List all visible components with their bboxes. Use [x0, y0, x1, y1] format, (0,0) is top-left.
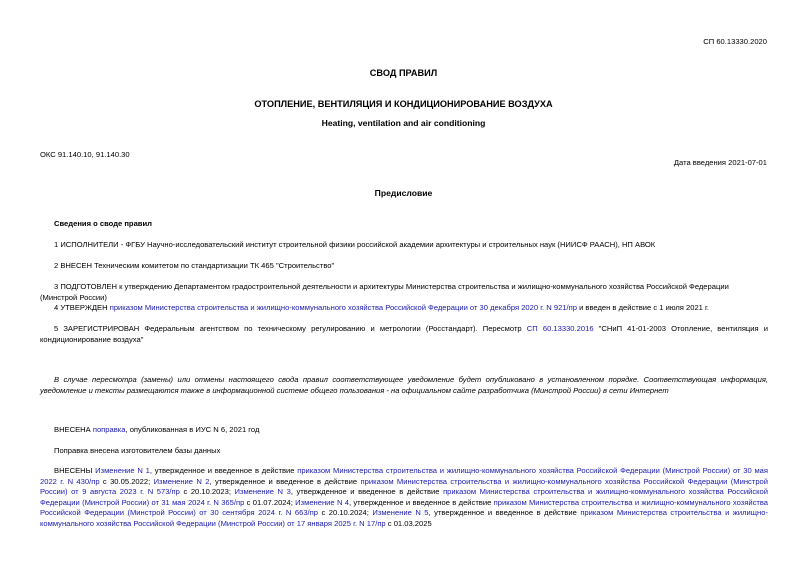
- approval-order-link[interactable]: приказом Министерства строительства и жилищно-коммунального хозяйства Российской Федерации от 30 декабря 2020 г. N 921/пр: [109, 303, 577, 312]
- change-3-date: с 01.07.2024;: [244, 497, 296, 507]
- changes-lead: ВНЕСЕНЫ: [54, 466, 96, 475]
- amendment-link[interactable]: поправка: [92, 425, 126, 434]
- change-1-date: с 30.05.2022;: [99, 476, 154, 486]
- change-3-text: , утвержденное и введенное в действие: [290, 487, 444, 496]
- change-1-text: , утвержденное и введенное в действие: [149, 466, 298, 475]
- amendment-line: [40, 425, 768, 436]
- document-kind-title: СВОД ПРАВИЛ: [369, 68, 438, 78]
- item4-prefix: 4 УТВЕРЖДЕН: [54, 303, 110, 312]
- document-title-ru: ОТОПЛЕНИЕ, ВЕНТИЛЯЦИЯ И КОНДИЦИОНИРОВАНИЕ ВОЗДУХА: [254, 99, 553, 109]
- document-title-en: Heating, ventilation and air conditioning: [321, 118, 486, 128]
- foreword-item-1: 1 ИСПОЛНИТЕЛИ - ФГБУ Научно-исследовательский институт строительной физики российской академии архитектуры и строительных наук (НИИСФ РААСН), НП АВОК: [54, 240, 656, 249]
- changes-paragraph: [40, 466, 768, 529]
- amendment-prefix: ВНЕСЕНА: [54, 425, 93, 434]
- change-2-link[interactable]: Изменение N 2: [153, 476, 210, 486]
- change-4-text: , утвержденное и введенное в действие: [348, 497, 494, 507]
- change-2-date: с 20.10.2023;: [179, 487, 235, 496]
- foreword-item-2: 2 ВНЕСЕН Техническим комитетом по стандартизации ТК 465 "Строительство": [54, 261, 335, 270]
- change-2-text: , утвержденное и введенное в действие: [209, 476, 361, 486]
- change-5-order-link[interactable]: приказом Министерства строительства и жилищно-коммунального хозяйства Российской Федерации (Минстрой России) от 17 января 2025 г. N 17/пр: [40, 508, 768, 528]
- document-code: СП 60.13330.2020: [703, 37, 767, 46]
- change-1-order-link[interactable]: приказом Министерства строительства и жилищно-коммунального хозяйства Российской Федерации (Минстрой России) от 30 мая 2022 г. N 430/пр: [40, 466, 769, 486]
- oks-code: ОКС 91.140.10, 91.140.30: [40, 150, 130, 159]
- effective-date: Дата введения 2021-07-01: [673, 158, 767, 167]
- item5-prefix: 5 ЗАРЕГИСТРИРОВАН Федеральным агентством по техническому регулированию и метрологии (Росстандарт). Пересмотр: [54, 324, 527, 333]
- change-4-order-link[interactable]: приказом Министерства строительства и жилищно-коммунального хозяйства Российской Федерации (Минстрой России) от 30 сентября 2024 г. N 663/пр: [40, 497, 769, 517]
- foreword-item-4: [40, 303, 768, 314]
- change-2-order-link[interactable]: приказом Министерства строительства и жилищно-коммунального хозяйства Российской Федерации (Минстрой России) от 9 августа 2023 г. N 573/пр: [40, 476, 769, 496]
- change-5-date: с 01.03.2025: [385, 518, 432, 528]
- item4-suffix: и введен в действие с 1 июля 2021 г.: [576, 303, 709, 312]
- revision-notice: В случае пересмотра (замены) или отмены настоящего свода правил соответствующее уведомление будет опубликовано в установленном порядке. Соответствующая информация, уведомление и тексты размещаются также в информационной системе общего пользования - на официальном сайте разработчика (Минстрой России) в сети Интернет: [40, 375, 768, 395]
- change-1-link[interactable]: Изменение N 1: [95, 466, 150, 475]
- amendment-suffix: , опубликованная в ИУС N 6, 2021 год: [125, 425, 260, 434]
- previous-version-link[interactable]: СП 60.13330.2016: [526, 324, 594, 333]
- change-4-date: с 20.10.2024;: [318, 508, 373, 517]
- amendment-note: Поправка внесена изготовителем базы данных: [54, 446, 221, 455]
- change-5-text: , утвержденное и введенное в действие: [428, 508, 581, 517]
- foreword-item-5: [40, 324, 768, 345]
- item5-suffix: "СНиП 41-01-2003 Отопление, вентиляция и кондиционирование воздуха": [40, 324, 769, 344]
- foreword-heading: Предисловие: [374, 188, 433, 198]
- change-3-order-link[interactable]: приказом Министерства строительства и жилищно-коммунального хозяйства Российской Федерации (Минстрой России) от 31 мая 2024 г. N 365/пр: [40, 487, 769, 507]
- change-4-link[interactable]: Изменение N 4: [295, 497, 349, 507]
- foreword-subheading: Сведения о своде правил: [54, 219, 152, 228]
- change-5-link[interactable]: Изменение N 5: [372, 508, 429, 517]
- foreword-item-3: 3 ПОДГОТОВЛЕН к утверждению Департаментом градостроительной деятельности и архитектуры Министерства строительства и жилищно-коммунального хозяйства Российской Федерации (Минстрой России): [40, 282, 729, 302]
- change-3-link[interactable]: Изменение N 3: [234, 487, 291, 496]
